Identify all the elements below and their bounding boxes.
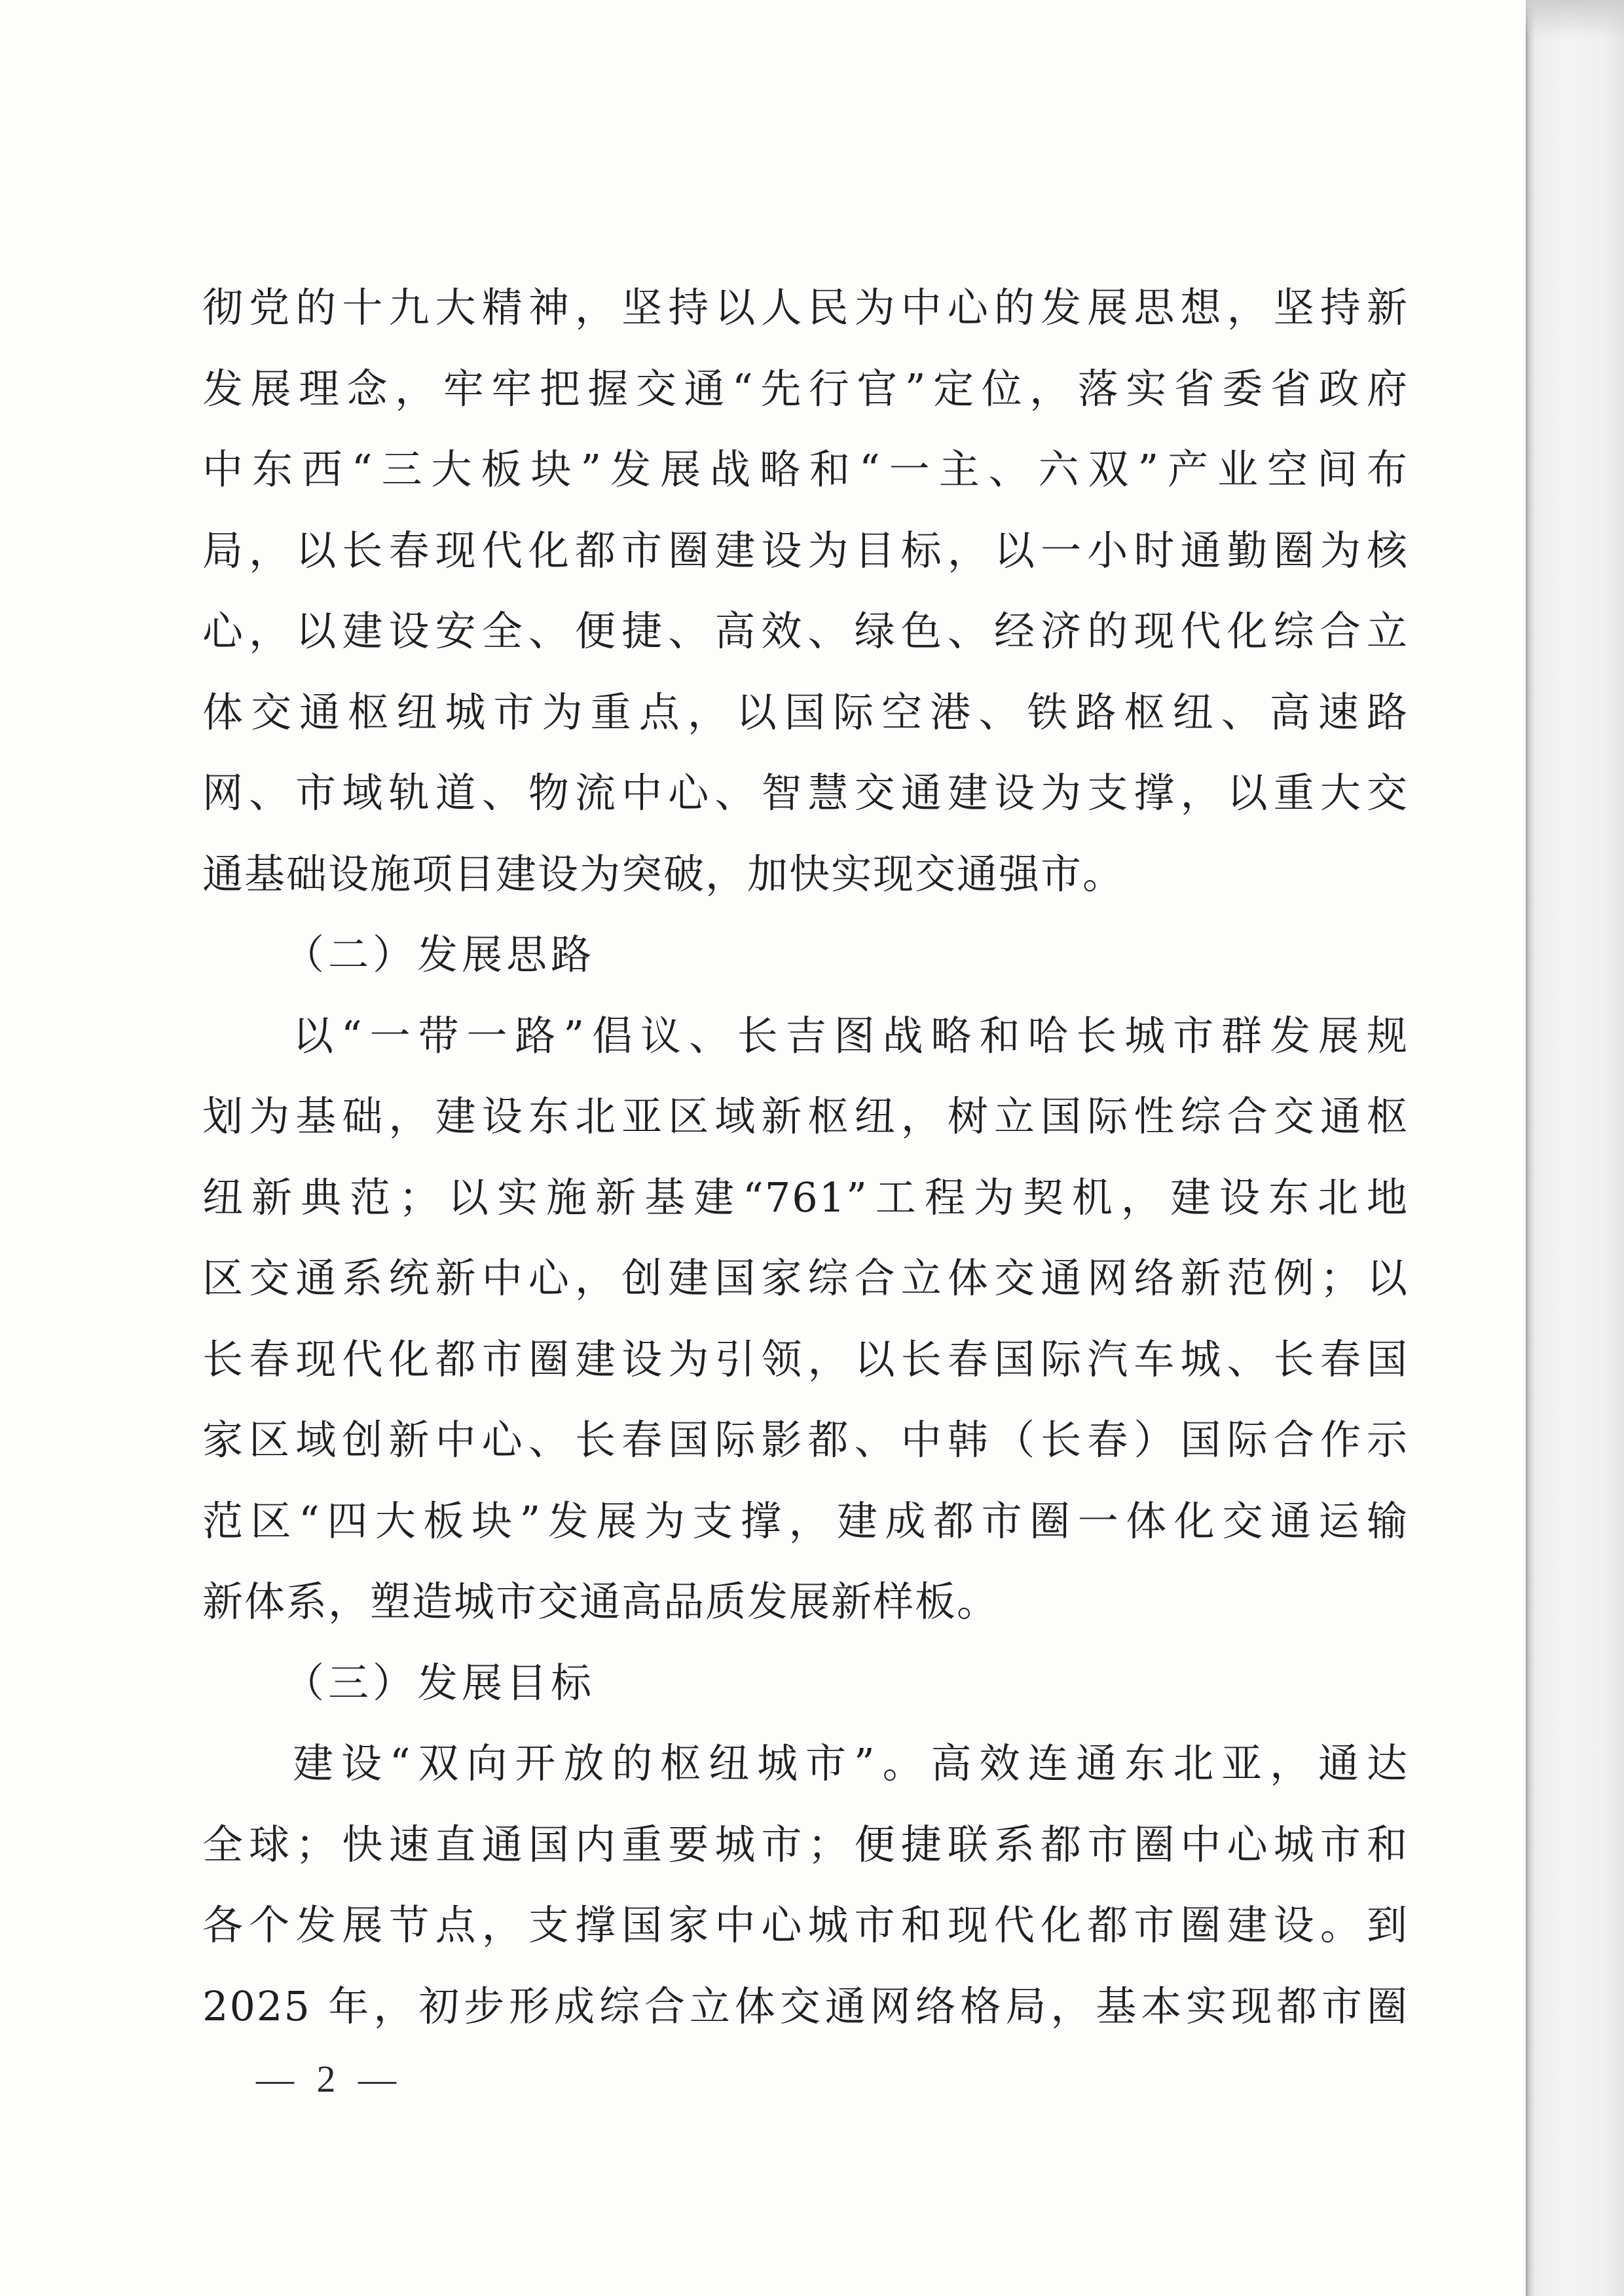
body-line: 长春现代化都市圈建设为引领，以长春国际汽车城、长春国 [202,1335,1409,1383]
body-line: 全球；快速直通国内重要城市；便捷联系都市圈中心城市和 [202,1820,1409,1868]
page-number: — 2 — [256,2058,403,2100]
body-line: 心，以建设安全、便捷、高效、绿色、经济的现代化综合立 [202,607,1409,655]
body-line: 区交通系统新中心，创建国家综合立体交通网络新范例；以 [202,1254,1409,1302]
section-heading: （三）发展目标 [284,1658,596,1707]
body-line: 彻党的十九大精神，坚持以人民为中心的发展思想，坚持新 [202,284,1409,331]
body-line: 划为基础，建设东北亚区域新枢纽，树立国际性综合交通枢 [202,1092,1409,1140]
body-line: 网、市域轨道、物流中心、智慧交通建设为支撑，以重大交 [202,769,1409,817]
body-line: 体交通枢纽城市为重点，以国际空港、铁路枢纽、高速路 [202,688,1409,736]
intro-paragraph [202,267,1409,914]
body-line: 中东西“三大板块”发展战略和“一主、六双”产业空间布 [202,445,1409,493]
body-line: 通基础设施项目建设为突破，加快实现交通强市。 [202,849,1125,898]
body-line: 纽新典范；以实施新基建“761”工程为契机，建设东北地 [202,1173,1409,1221]
scan-corner-shadow [1526,0,1624,39]
body-line: 家区域创新中心、长春国际影都、中韩（长春）国际合作示 [202,1416,1409,1464]
body-line: 发展理念，牢牢把握交通“先行官”定位，落实省委省政府 [202,364,1409,413]
body-line: 新体系，塑造城市交通高品质发展新样板。 [202,1578,999,1625]
section-development-goals [202,1642,1409,2047]
body-line: 各个发展节点，支撑国家中心城市和现代化都市圈建设。到 [202,1901,1409,1949]
scan-edge-shadow [1526,0,1624,2296]
body-line: 建设“双向开放的枢纽城市”。高效连通东北亚，通达 [293,1739,1409,1787]
document-body [202,267,1409,2046]
body-line: 以“一带一路”倡议、长吉图战略和哈长城市群发展规 [293,1011,1409,1060]
section-heading: （二）发展思路 [284,931,596,978]
body-line: 2025 年，初步形成综合立体交通网络格局，基本实现都市圈 [202,1982,1409,2030]
section-development-approach [202,914,1409,1642]
body-line: 范区“四大板块”发展为支撑，建成都市圈一体化交通运输 [202,1496,1409,1545]
body-line: 局，以长春现代化都市圈建设为目标，以一小时通勤圈为核 [202,526,1409,574]
